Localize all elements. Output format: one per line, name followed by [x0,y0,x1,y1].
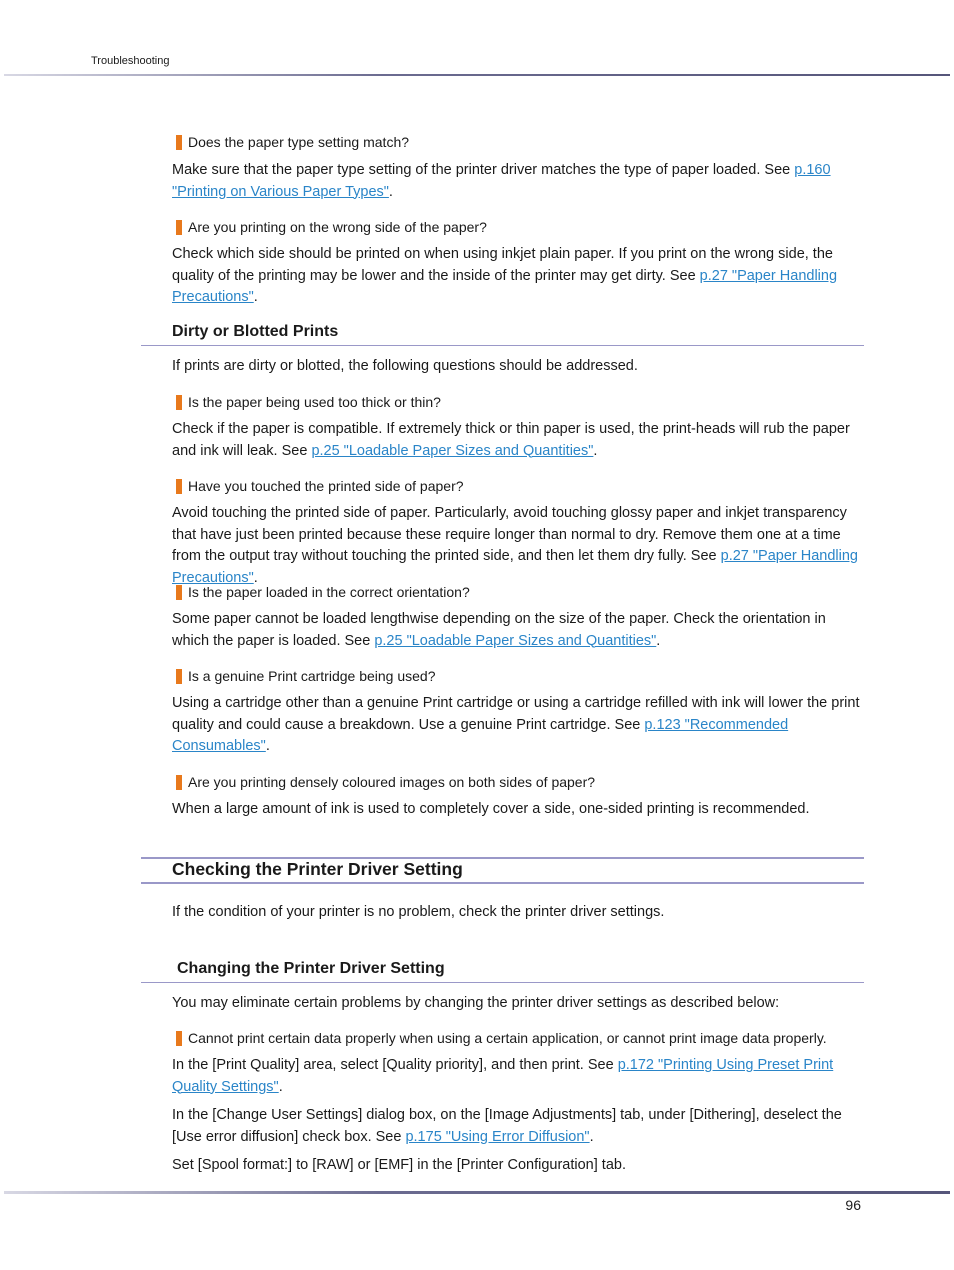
question-heading: Are you printing on the wrong side of the paper? [176,218,487,236]
paragraph: Set [Spool format:] to [RAW] or [EMF] in the [Printer Configuration] tab. [172,1157,626,1173]
question-heading: Is a genuine Print cartridge being used? [176,667,436,685]
question-heading: Is the paper being used too thick or thin? [176,393,441,411]
paragraph: In the [Change User Settings] dialog box, on the [Image Adjustments] tab, under [Dithering], deselect the [Use error diffusion] check box. See p.175 "Using Error Diffusion". [172,1107,842,1145]
footer-rule [4,1191,950,1194]
question-heading: Does the paper type setting match? [176,133,409,151]
orange-marker-icon [176,395,182,410]
paragraph: If prints are dirty or blotted, the following questions should be addressed. [172,358,638,374]
cross-reference-link[interactable]: p.25 "Loadable Paper Sizes and Quantities" [311,442,594,459]
paragraph: Make sure that the paper type setting of the printer driver matches the type of paper loaded. See p.160 "Printing on Various Paper Types". [172,162,831,200]
paragraph: When a large amount of ink is used to completely cover a side, one-sided printing is recommended. [172,801,810,817]
chapter-rule-bottom [141,882,864,884]
paragraph: Some paper cannot be loaded lengthwise depending on the size of the paper. Check the orientation in which the paper is loaded. See p.25 "Loadable Paper Sizes and Quantities". [172,611,826,649]
question-heading: Cannot print certain data properly when using a certain application, or cannot print image data properly. [176,1029,827,1047]
running-header: Troubleshooting [91,55,170,67]
paragraph: Avoid touching the printed side of paper. Particularly, avoid touching glossy paper and inkjet transparency that have just been printed because these require longer than normal to dry. Remove them one at a time from the output tray without touching the printed side, and then let them dry fully. See p.27 "Paper Handling Precautions". [172,505,858,586]
paragraph: In the [Print Quality] area, select [Quality priority], and then print. See p.172 "Printing Using Preset Print Quality Settings". [172,1057,834,1095]
section-heading: Changing the Printer Driver Setting [177,960,445,977]
paragraph: Check which side should be printed on when using inkjet plain paper. If you print on the wrong side, the quality of the printing may be lower and the inside of the printer may get dirty. See p.27 "Paper Handling Precautions". [172,246,838,305]
orange-marker-icon [176,669,182,684]
paragraph: You may eliminate certain problems by changing the printer driver settings as described below: [172,995,780,1011]
page-number: 96 [845,1197,861,1213]
question-heading: Are you printing densely coloured images on both sides of paper? [176,773,595,791]
orange-marker-icon [176,585,182,600]
header-rule [4,74,950,76]
question-heading: Is the paper loaded in the correct orientation? [176,583,470,601]
cross-reference-link[interactable]: p.123 "Recommended Consumables" [172,716,789,754]
cross-reference-link[interactable]: p.172 "Printing Using Preset Print Quality Settings" [172,1057,834,1095]
cross-reference-link[interactable]: p.27 "Paper Handling Precautions" [172,548,858,586]
cross-reference-link[interactable]: p.175 "Using Error Diffusion" [405,1128,590,1145]
chapter-heading: Checking the Printer Driver Setting [172,859,463,879]
paragraph: Using a cartridge other than a genuine Print cartridge or using a cartridge refilled with ink will lower the print quality and could cause a breakdown. Use a genuine Print cartridge. See p.123 "Recommended Consumables". [172,695,860,754]
cross-reference-link[interactable]: p.25 "Loadable Paper Sizes and Quantities" [374,632,657,649]
cross-reference-link[interactable]: p.27 "Paper Handling Precautions" [172,267,838,305]
section-rule [141,345,864,346]
orange-marker-icon [176,1031,182,1046]
question-heading: Have you touched the printed side of paper? [176,477,464,495]
section-rule [141,982,864,983]
orange-marker-icon [176,479,182,494]
cross-reference-link[interactable]: p.160 "Printing on Various Paper Types" [172,162,831,200]
section-heading: Dirty or Blotted Prints [172,323,339,340]
orange-marker-icon [176,135,182,150]
paragraph: If the condition of your printer is no problem, check the printer driver settings. [172,904,665,920]
paragraph: Check if the paper is compatible. If extremely thick or thin paper is used, the print-heads will rub the paper and ink will leak. See p.25 "Loadable Paper Sizes and Quantities". [172,421,850,459]
orange-marker-icon [176,775,182,790]
orange-marker-icon [176,220,182,235]
